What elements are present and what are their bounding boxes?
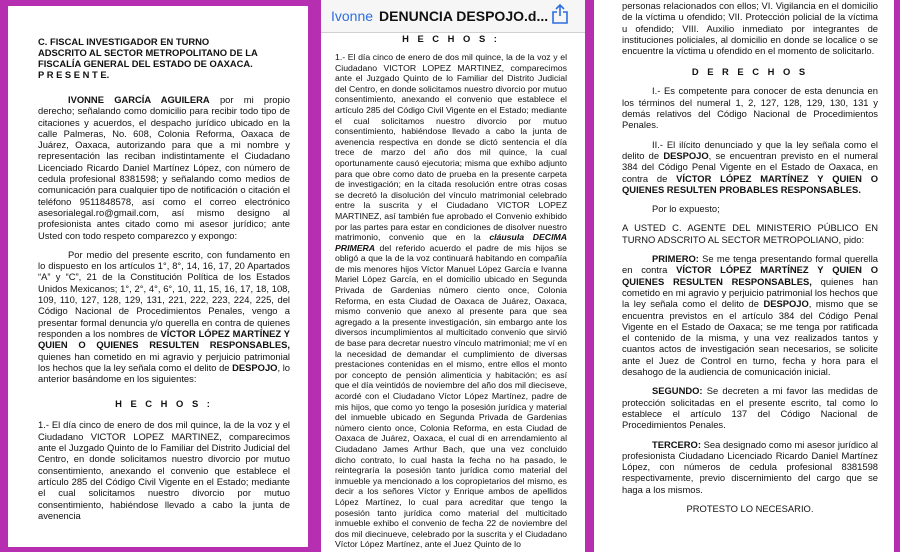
fact-1-paragraph: 1.- El día cinco de enero de dos mil quince, la de la voz y el Ciudadano VICTOR LOPEZ MARTINEZ, comparecimos ante el Juzgado Quinto de lo Familiar del Distrito Judicial del Centro, en donde solicitamos nuestro divorcio por mutuo consentimiento, anexando el convenio que establece el artículo 285 del Código Civil Vigente en el Estado; mediante el cual solicitamos nuestro divorcio por mutuo consentimiento, habiéndose llevado a cabo la junta de avenencia [38,419,290,521]
header-line: C. FISCAL INVESTIGADOR EN TURNO [38,36,210,47]
accused-names: VÍCTOR LÓPEZ MARTÍNEZ Y QUIEN O QUIENES RESULTEN PROBABLES RESPONSABLES. [622,172,878,195]
segundo-text: Se decreten a mi favor las medidas de protección solicitadas en el presente escrito, tal como lo establece el artículo 137 del Código Nacional de Procedimientos Penales. [622,385,878,431]
basis-text-3: , lo anterior basándome en los siguientes: [38,361,291,385]
basis-text: Por medio del presente escrito, con fundamento en lo dispuesto en los artículos 1°, 8°, 14, 16, 17, 20 Apartados “A” y “C”, 21 de la Constitución Política de los Estados Unidos Mexicanos; 1°, 2°, 4°, 6°, 10, 11, 15, 16, 17, 18, 108, 109, 110, 127, 128, 129, 131, 221, 222, 223, 224, 225, del Código Nacional de Procedimientos Penales, vengo a presentar formal denuncia y/o querella en contra de quienes responden a los nombres de [38,248,290,339]
right-2-paragraph [622,139,878,195]
tercero-text: Sea designado como mi asesor jurídico al profesionista Ciudadano Licenciado Ricardo Daniel Martínez López, con números de cedula profesional 8381598 respectivamente, previo discernimiento del cargo que se haga a los mismos. [622,438,878,495]
addressee-header [38,36,290,80]
primero-text: Se me tenga presentando formal querella en contra [622,253,878,276]
document-page-2 [321,0,585,552]
header-line: FISCALÍA GENERAL DEL ESTADO DE OAXACA. [38,58,253,69]
right-2-text-2: , se encuentran previsto en el numeral 384 del Código Penal Vigente en el Estado de Oaxaca, en contra de [622,149,878,184]
right-1-paragraph: I.- Es competente para conocer de esta denuncia en los términos del numeral 1, 2, 127, 128, 129, 130, 131 y demás relativos del Código Nacional de Procedimientos Penales. [622,85,878,131]
primero-label: PRIMERO: [652,253,699,265]
clause-name: cláusula DECIMA PRIMERA [335,232,567,253]
primero-text-3: , mismo que se encuentra previstos en el artículo 384 del Código Penal Vigente en el Estado de Oaxaca; se me tenga por ratificada el contenido de la misma, y una vez realizados tantos y cuantos actos de investigación sean necesarios, se solicite ante el Juez de Control en turno, fecha y hora para el desahogo de la audiencia de comunicación inicial. [622,298,878,378]
tercero-label: TERCERO: [652,438,701,450]
complainant-name: IVONNE GARCÍA AGUILERA [68,94,210,105]
crime-name: DESPOJO [663,149,709,161]
share-icon[interactable] [551,4,569,29]
intro-paragraph [38,94,290,241]
fact-1-paragraph [335,52,567,550]
petition-segundo [622,385,878,430]
closing-protesto: PROTESTO LO NECESARIO. [686,502,814,514]
back-button[interactable]: Ivonne [331,8,374,24]
measures-continuation: personas relacionados con ellos; VI. Vigilancia en el domicilio de la víctima u ofendido; VII. Protección policial de la víctima u ofendido; VIII. Auxilio inmediato por integrantes de instituciones policiales, al domicilio en donde se localice o se encuentre la víctima u ofendido en el momento de solicitarlo. [622,0,878,57]
basis-paragraph [38,249,290,385]
derechos-heading: D E R E C H O S [691,66,809,78]
document-page-1 [8,6,308,547]
accused-names: VÍCTOR LÓPEZ MARTÍNEZ Y QUIEN O QUIENES RESULTEN RESPONSABLES, [622,264,878,287]
fact-text: 1.- El día cinco de enero de dos mil quince, la de la voz y el Ciudadano VICTOR LOPEZ MARTINEZ, comparecimos ante el Juzgado Quinto de lo Familiar del Distrito Judicial del Centro, en donde solicitamos nuestro divorcio por mutuo consentimiento, anexando el convenio que establece el artículo 285 del Código Civil Vigente en el Estado; mediante el cual solicitamos nuestro divorcio por mutuo consentimiento, habiéndose llevado a cabo la junta de avenencia respectiva en donde se dictó sentencia el día trece de marzo del año dos mil quince, la cual oportunamente causó ejecutoria; misma que exhibo adjunto para que obre como dato de prueba en la presente carpeta de investigación; en la citada resolución entre otras cosas se decretó la disolución del vínculo matrimonial celebrado entre la suscrita y el Ciudadano VICTOR LOPEZ MARTINEZ, así también fue aprobado el Convenio exhibido por las partes para estar en condiciones de disolver nuestro matrimonio, convenio que en la [335,52,567,243]
hechos-heading: H E C H O S : [115,398,213,410]
document-page-3 [594,0,894,552]
viewer-toolbar [321,0,585,33]
header-line: ADSCRITO AL SECTOR METROPOLITANO DE LA [38,47,258,58]
right-2-text: II.- El ilícito denunciado y que la ley señala como el delito de [622,138,878,161]
hechos-heading: H E C H O S : [402,33,500,44]
petition-tercero [622,439,878,495]
document-title: DENUNCIA DESPOJO.d... [379,8,549,24]
header-line: P R E S E N T E. [38,69,110,80]
basis-text-2: quienes han cometido en mi agravio y perjuicio patrimonial los hechos que la ley señala como el delito de [38,350,290,373]
fact-text-2: del referido acuerdo el padre de mis hijos se obligó a que la de la voz continuará habitando en compañía de mis menores hijos Víctor Manuel López García e Ivanna Mariel López García, en el domicilio ubicado en Segunda Privada de Gardenias número ciento once, Colonia Reforma, en esta Ciudad de Oaxaca de Juárez, Oaxaca, mismo convenio que anexo al presente para que sea agregado a la presente investigación, sin embargo ante los diversos incumplimientos al multicitado convenio que sirvió de base para decretar nuestro vínculo matrimonial; me ví en la necesidad de demandar el cumplimiento de diversas prestaciones contenidas en el mismo, entre ellos el monto por concepto de pensión alimenticia y habitación; es así que el día veintidós de noviembre del año dos mil dieciseve, acordé con el Ciudadano Víctor López Martínez, padre de mis hijos, que como yo tengo la posesión jurídica y material del inmueble ubicado en Segunda Privada de Gardenias número ciento once, Colonia Reforma, en esta Ciudad de Oaxaca de Juárez, Oaxaca, el cual di en arrendamiento al Ciudadano James Arthur Bach, que una vez concluido dicho contrato, lo cual hasta la fecha no ha pasado, le reintegraría la posesión tanto jurídica como material del inmueble ya mencionado a los copropietarios del mismo, es decir a los señores Víctor y Enrique ambos de apellidos López Martínez, lo cual para acreditar que tengo la posesión tanto jurídica como material del multicitado inmueble exhibo el convenio de fecha 22 de noviembre del dos mil diecinueve, celebrado por la suscrita y el Ciudadano Víctor López Martínez, ante el Juez Quinto de lo [335,242,567,550]
primero-text-2: quienes han cometido en mi agravio y perjuicio patrimonial los hechos que la ley señala como el delito de [622,275,878,310]
por-lo-expuesto: Por lo expuesto; [652,203,720,215]
crime-name: DESPOJO [232,361,278,373]
petition-primero [622,253,878,377]
petition-address: A USTED C. AGENTE DEL MINISTERIO PÚBLICO EN TURNO ADSCRITO AL SECTOR METROPOLIANO, pido: [622,222,878,245]
crime-name: DESPOJO [763,298,809,310]
intro-text: por mi propio derecho; señalando como domicilio para recibir todo tipo de citaciones y acuerdos, el despacho jurídico ubicado en la calle Palmeras, No. 608, Colonia Reforma, Oaxaca de Juárez, Oaxaca, autorizando para que a mi nombre y representación las reciban indistintamente el Ciudadano Licenciado Ricardo Daniel Martínez López, con número de cedula profesional 8381598; y señalando como medios de comunicación para cualquier tipo de notificación o citación el teléfono 9511848578, así como el correo electrónico asesorialegal.ro@gmail.com, así mismo designo al profesionista antes citado como mi asesor jurídico; ante Usted con todo respeto comparezco y expongo: [38,94,290,241]
segundo-label: SEGUNDO: [652,385,703,397]
accused-names: VÍCTOR LÓPEZ MARTÍNEZ Y QUIEN O QUIENES RESULTEN RESPONSABLES, [38,327,290,351]
